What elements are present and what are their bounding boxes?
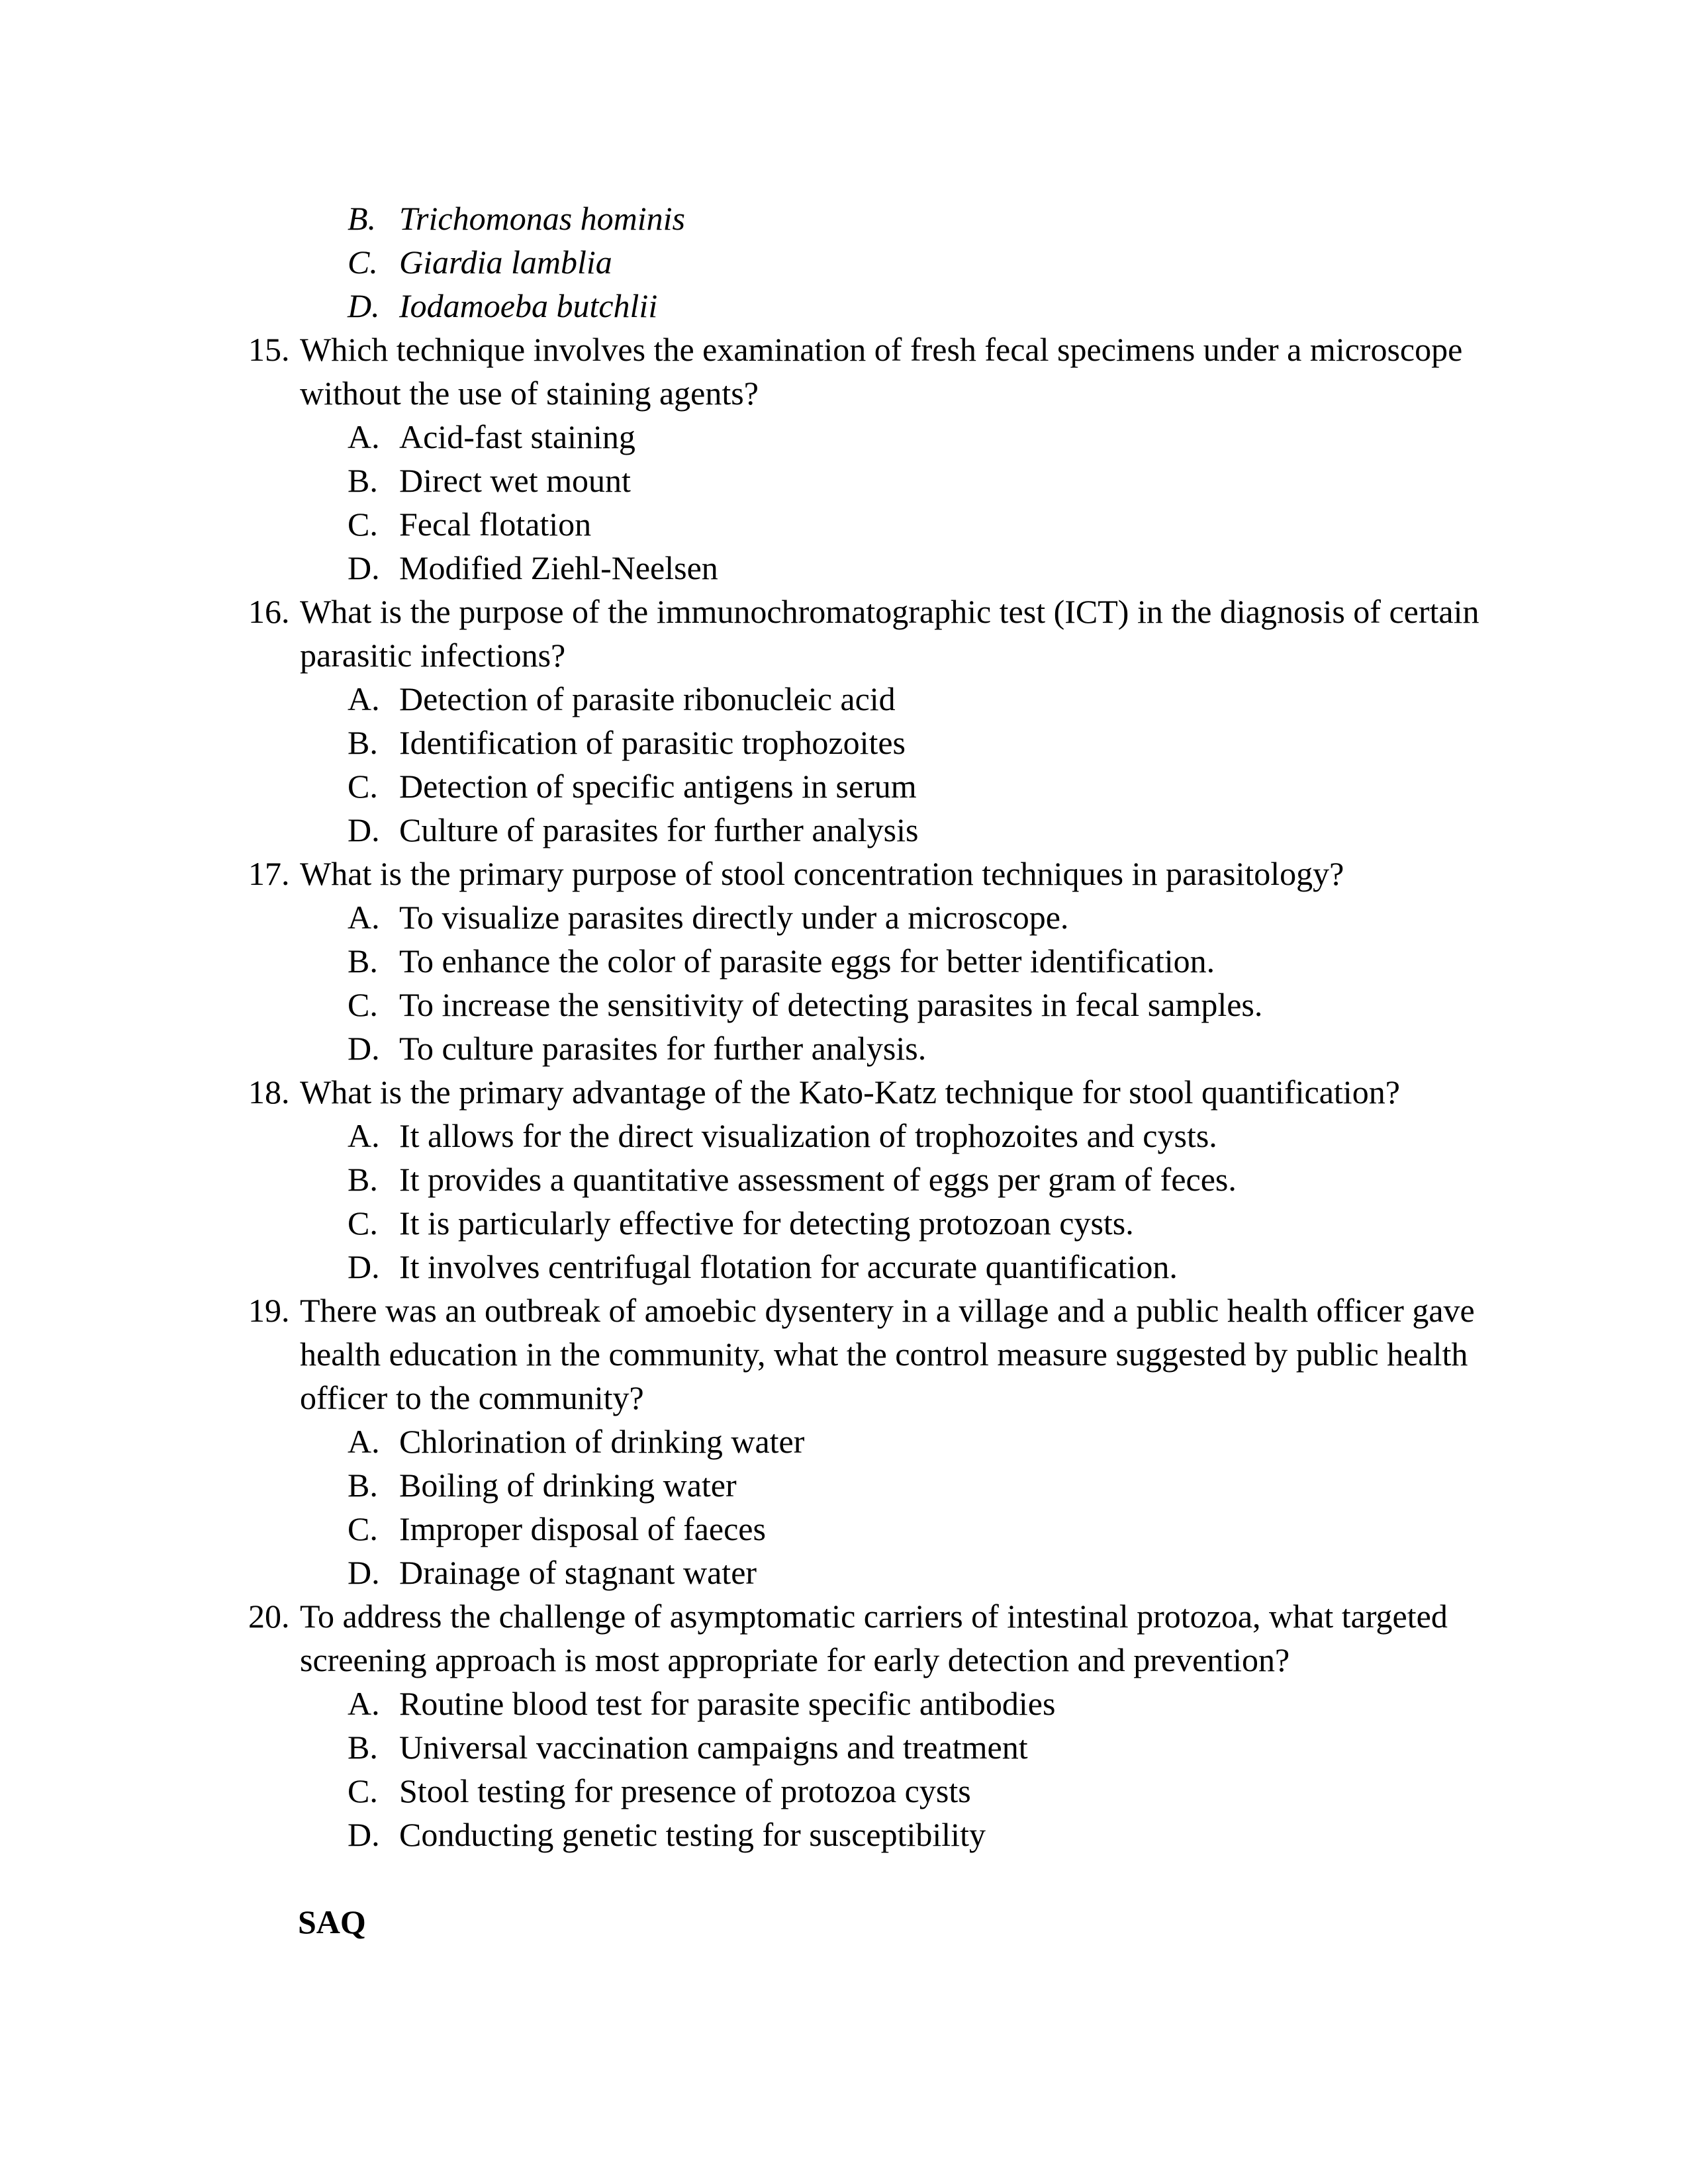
question-text: What is the primary advantage of the Kato-Katz technique for stool quantification? (300, 1073, 1400, 1111)
option-letter: D. (348, 1248, 380, 1285)
option-text: Trichomonas hominis (399, 200, 686, 237)
option-letter: B. (348, 724, 378, 761)
option-letter: C. (348, 506, 378, 543)
answer-option (199, 1201, 1489, 1245)
option-letter: B. (348, 1729, 378, 1766)
option-text: Modified Ziehl-Neelsen (399, 549, 718, 586)
option-text: Iodamoeba butchlii (399, 287, 658, 324)
option-letter: A. (348, 1685, 380, 1722)
option-text: Universal vaccination campaigns and treatment (399, 1729, 1028, 1766)
option-letter: A. (348, 680, 380, 717)
option-text: Conducting genetic testing for susceptibility (399, 1816, 986, 1853)
option-letter: C. (348, 768, 378, 805)
option-letter: B. (348, 462, 378, 499)
option-text: Stool testing for presence of protozoa cysts (399, 1772, 971, 1809)
option-letter: D. (348, 1816, 380, 1853)
option-letter: C. (348, 1772, 378, 1809)
option-letter: B. (348, 1467, 378, 1504)
answer-option (199, 1769, 1489, 1813)
option-letter: A. (348, 899, 380, 936)
option-letter: D. (348, 287, 380, 324)
question-number: 18. (248, 1073, 290, 1111)
section-heading-saq: SAQ (298, 1903, 366, 1940)
answer-option (199, 721, 1489, 764)
option-text: Drainage of stagnant water (399, 1554, 757, 1591)
option-letter: C. (348, 244, 378, 281)
answer-option (199, 546, 1489, 590)
question (199, 328, 1489, 415)
answer-option (199, 1420, 1489, 1463)
question (199, 852, 1489, 895)
option-letter: C. (348, 986, 378, 1023)
option-text: Identification of parasitic trophozoites (399, 724, 906, 761)
answer-option (199, 764, 1489, 808)
answer-option (199, 1245, 1489, 1289)
option-text: It involves centrifugal flotation for accurate quantification. (399, 1248, 1178, 1285)
option-letter: A. (348, 418, 380, 455)
answer-option (199, 459, 1489, 502)
option-letter: D. (348, 549, 380, 586)
answer-option (199, 1507, 1489, 1551)
answer-option (199, 197, 1489, 240)
option-letter: D. (348, 1030, 380, 1067)
answer-option (199, 502, 1489, 546)
question-number: 15. (248, 331, 290, 368)
option-letter: B. (348, 942, 378, 979)
question (199, 1594, 1489, 1682)
question-text: What is the purpose of the immunochromatographic test (ICT) in the diagnosis of certain parasitic infections? (300, 593, 1479, 674)
option-text: Detection of specific antigens in serum (399, 768, 917, 805)
option-text: It is particularly effective for detecting protozoan cysts. (399, 1205, 1134, 1242)
option-text: To increase the sensitivity of detecting parasites in fecal samples. (399, 986, 1263, 1023)
option-text: To visualize parasites directly under a microscope. (399, 899, 1069, 936)
question (199, 1289, 1489, 1420)
answer-option (199, 240, 1489, 284)
answer-option (199, 895, 1489, 939)
answer-option (199, 983, 1489, 1026)
answer-option (199, 1813, 1489, 1856)
answer-option (199, 1725, 1489, 1769)
question (199, 590, 1489, 677)
option-text: Acid-fast staining (399, 418, 635, 455)
answer-option (199, 415, 1489, 459)
answer-option (199, 677, 1489, 721)
question-number: 19. (248, 1292, 290, 1329)
question-text: Which technique involves the examination of fresh fecal specimens under a microscope without the use of staining agents? (300, 331, 1463, 412)
option-text: It provides a quantitative assessment of eggs per gram of feces. (399, 1161, 1237, 1198)
option-text: Direct wet mount (399, 462, 631, 499)
option-letter: C. (348, 1205, 378, 1242)
option-text: It allows for the direct visualization of trophozoites and cysts. (399, 1117, 1217, 1154)
option-text: Culture of parasites for further analysis (399, 811, 919, 848)
option-text: Chlorination of drinking water (399, 1423, 805, 1460)
question-text: What is the primary purpose of stool concentration techniques in parasitology? (300, 855, 1344, 892)
question-number: 20. (248, 1598, 290, 1635)
question-text: To address the challenge of asymptomatic carriers of intestinal protozoa, what targeted screening approach is most appropriate for early detection and prevention? (300, 1598, 1448, 1678)
question-text: There was an outbreak of amoebic dysentery in a village and a public health officer gave health education in the community, what the control measure suggested by public health officer to the community? (300, 1292, 1475, 1416)
question-number: 16. (248, 593, 290, 630)
option-text: To culture parasites for further analysis. (399, 1030, 927, 1067)
option-text: Giardia lamblia (399, 244, 612, 281)
answer-option (199, 284, 1489, 328)
option-letter: A. (348, 1423, 380, 1460)
option-text: Fecal flotation (399, 506, 592, 543)
option-letter: D. (348, 811, 380, 848)
option-letter: C. (348, 1510, 378, 1547)
question-list (199, 197, 1489, 1944)
question-number: 17. (248, 855, 290, 892)
option-text: To enhance the color of parasite eggs for better identification. (399, 942, 1215, 979)
answer-option (199, 808, 1489, 852)
option-letter: B. (348, 200, 377, 237)
option-letter: D. (348, 1554, 380, 1591)
answer-option (199, 1682, 1489, 1725)
answer-option (199, 1158, 1489, 1201)
option-text: Improper disposal of faeces (399, 1510, 766, 1547)
answer-option (199, 939, 1489, 983)
answer-option (199, 1463, 1489, 1507)
answer-option (199, 1026, 1489, 1070)
option-text: Boiling of drinking water (399, 1467, 737, 1504)
question (199, 1070, 1489, 1114)
option-letter: B. (348, 1161, 378, 1198)
answer-option (199, 1114, 1489, 1158)
option-text: Routine blood test for parasite specific antibodies (399, 1685, 1056, 1722)
option-letter: A. (348, 1117, 380, 1154)
answer-option (199, 1551, 1489, 1594)
option-text: Detection of parasite ribonucleic acid (399, 680, 896, 717)
